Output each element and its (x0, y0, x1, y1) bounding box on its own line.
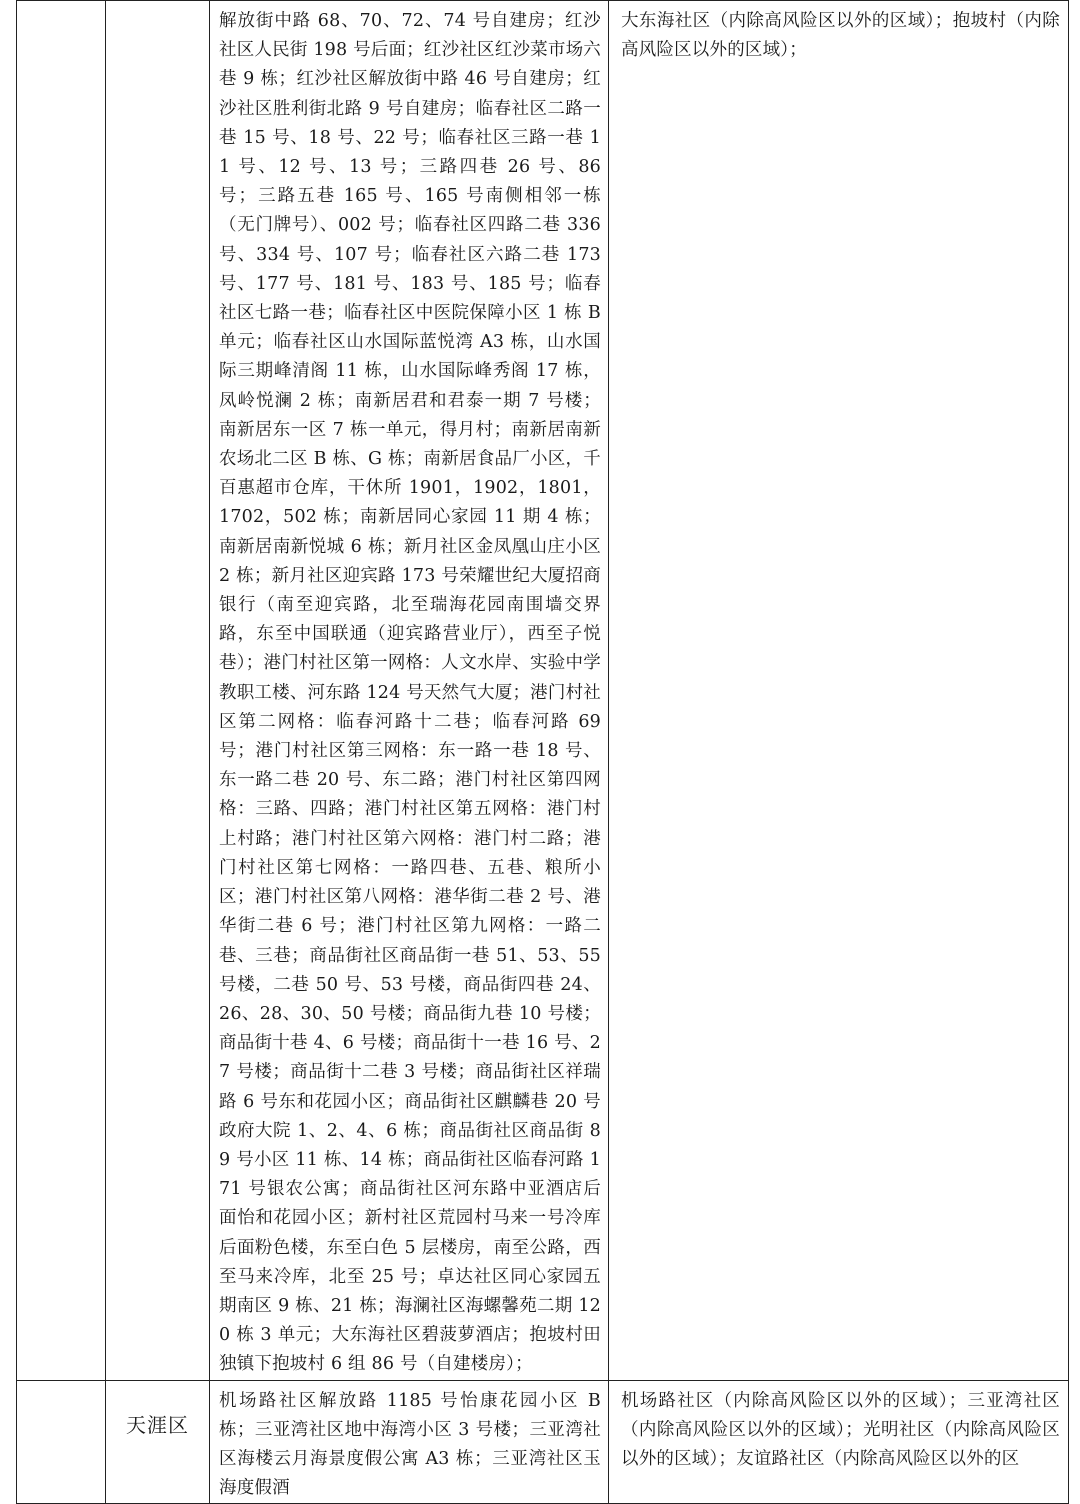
low-risk-areas-text: 机场路社区（内除高风险区以外的区域）；三亚湾社区（内除高风险区以外的区域）；光明社区（内除高风险区以外的区域）；友谊路社区（内除高风险区以外的区 (621, 1390, 1060, 1469)
district-cell (106, 1380, 210, 1504)
district-name (106, 1, 209, 31)
index-cell (17, 1380, 106, 1504)
low-risk-areas-text: 大东海社区（内除高风险区以外的区域）；抱坡村（内除高风险区以外的区域）； (621, 11, 1060, 61)
medium-risk-areas-text: 解放街中路 68、70、72、74 号自建房；红沙社区人民街 198 号后面；红沙社区红沙菜市场六巷 9 栋；红沙社区解放街中路 46 号自建房；红沙社区胜利街北路 9 号自建房；临春社区二路一巷 15 号、18 号、22 号；临春社区三路一巷 11 号、12 号、13 号；三路四巷 26 号、86 号；三路五巷 165 号、165 号南侧相邻一栋（无门牌号）、002 号；临春社区四路二巷 336 号、334 号、107 号；临春社区六路二巷 173 号、177 号、181 号、183 号、185 号；临春社区七路一巷；临春社区中医院保障小区 1 栋 B 单元；临春社区山水国际蓝悦湾 A3 栋，山水国际三期峰清阁 11 栋，山水国际峰秀阁 17 栋，凤岭悦澜 2 栋；南新居君和君泰一期 7 号楼；南新居东一区 7 栋一单元，得月村；南新居南新农场北二区 B 栋、G 栋；南新居食品厂小区，千百惠超市仓库，干休所 1901，1902，1801，1702，502 栋；南新居同心家园 11 期 4 栋；南新居南新悦城 6 栋；新月社区金凤凰山庄小区 2 栋；新月社区迎宾路 173 号荣耀世纪大厦招商银行（南至迎宾路，北至瑞海花园南围墙交界路，东至中国联通（迎宾路营业厅），西至子悦巷）；港门村社区第一网格：人文水岸、实验中学教职工楼、河东路 124 号天然气大厦；港门村社区第二网格：临春河路十二巷；临春河路 69 号；港门村社区第三网格：东一路一巷 18 号、东一路二巷 20 号、东二路；港门村社区第四网格：三路、四路；港门村社区第五网格：港门村上村路；港门村社区第六网格：港门村二路；港门村社区第七网格：一路四巷、五巷、粮所小区；港门村社区第八网格：港华街二巷 2 号、港华街二巷 6 号；港门村社区第九网格：一路二巷、三巷；商品街社区商品街一巷 51、53、55 号楼，二巷 50 号、53 号楼，商品街四巷 24、26、28、30、50 号楼；商品街九巷 10 号楼；商品街十巷 4、6 号楼；商品街十一巷 16 号、27 号楼；商品街十二巷 3 号楼；商品街社区祥瑞路 6 号东和花园小区；商品街社区麒麟巷 20 号政府大院 1、2、4、6 栋；商品街社区商品街 89 号小区 11 栋、14 栋；商品街社区临春河路 171 号银农公寓；商品街社区河东路中亚酒店后面怡和花园小区；新村社区荒园村马来一号冷库后面粉色楼，东至白色 5 层楼房，南至公路，西至马来冷库，北至 25 号；卓达社区同心家园五期南区 9 栋、21 栋；海澜社区海螺馨苑二期 120 栋 3 单元；大东海社区碧菠萝酒店；抱坡村田独镇下抱坡村 6 组 86 号（自建楼房）； (219, 11, 601, 1375)
low-risk-cell (609, 1, 1069, 1381)
low-risk-cell (609, 1380, 1069, 1504)
district-cell (106, 1, 210, 1381)
risk-area-table (16, 0, 1069, 1504)
district-name: 天涯区 (126, 1412, 189, 1437)
medium-risk-cell (210, 1, 609, 1381)
index-cell (17, 1, 106, 1381)
medium-risk-areas-text: 机场路社区解放路 1185 号怡康花园小区 B 栋；三亚湾社区地中海湾小区 3 号楼；三亚湾社区海楼云月海景度假公寓 A3 栋；三亚湾社区玉海度假酒 (219, 1390, 601, 1499)
medium-risk-cell (210, 1380, 609, 1504)
table-row (17, 1380, 1069, 1504)
table-row (17, 1, 1069, 1381)
